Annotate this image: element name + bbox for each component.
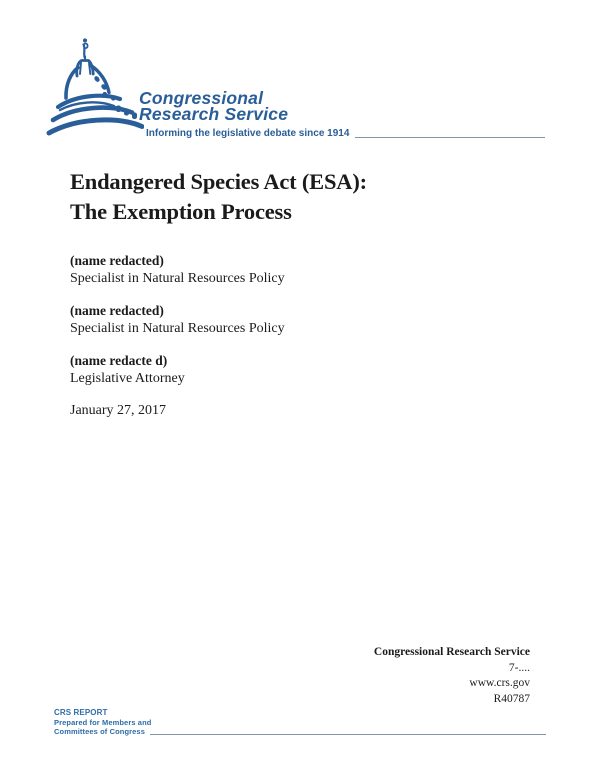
footer-contact-block — [374, 645, 530, 707]
capitol-dome-icon — [44, 36, 144, 142]
author-entry — [70, 252, 285, 287]
footer-report-type-block — [54, 708, 546, 737]
publication-date: January 27, 2017 — [70, 403, 167, 418]
crs-logo-wordmark — [139, 88, 289, 124]
footer-rule — [150, 734, 546, 735]
header-rule — [355, 137, 545, 138]
author-block — [70, 252, 285, 419]
author-entry — [70, 302, 285, 337]
footer-website: www.crs.gov — [469, 677, 530, 689]
footer-prepared-line2: Committees of Congress — [54, 727, 145, 736]
report-title — [70, 167, 367, 227]
footer-org-name: Congressional Research Service — [373, 646, 530, 658]
author-name: (name redacted) — [70, 303, 164, 318]
author-role: Specialist in Natural Resources Policy — [70, 320, 285, 336]
logo-line1: Congressional — [139, 88, 264, 108]
author-name: (name redacte d) — [70, 353, 168, 368]
author-role: Specialist in Natural Resources Policy — [70, 270, 285, 286]
author-entry — [70, 352, 285, 387]
footer-phone: 7-.... — [508, 661, 530, 674]
footer-report-type-label: CRS REPORT — [54, 708, 108, 717]
author-role: Legislative Attorney — [70, 370, 185, 386]
report-title-line1: Endangered Species Act (ESA): — [70, 169, 367, 194]
logo-tagline: Informing the legislative debate since 1914 — [146, 128, 350, 139]
logo-line2: Research Service — [139, 103, 289, 124]
logo-tagline-row — [146, 128, 545, 140]
footer-report-number: R40787 — [493, 692, 530, 705]
footer-prepared-row — [54, 727, 546, 737]
author-name: (name redacted) — [70, 253, 164, 268]
report-title-line2: The Exemption Process — [70, 199, 292, 224]
footer-prepared-line1: Prepared for Members and — [54, 717, 152, 727]
